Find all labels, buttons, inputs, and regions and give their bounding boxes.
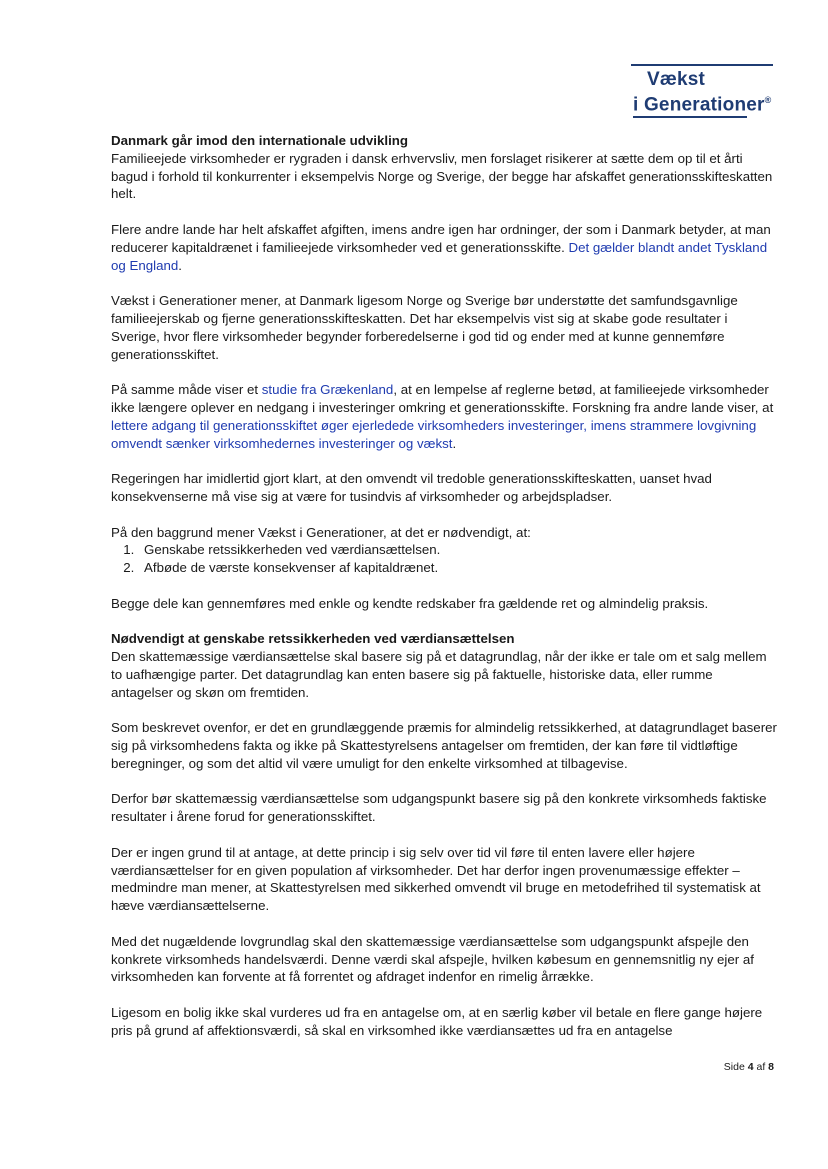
paragraph-13: Ligesom en bolig ikke skal vurderes ud fra en antagelse om, at en særlig køber vil betale en flere gange højere pris på grund af affektionsværdi, så skal en virksomhed ikke værdiansættes ud fra en antagelse [111, 1005, 763, 1038]
paragraph-2-end: . [178, 257, 182, 273]
footer-total-pages: 8 [768, 1061, 774, 1073]
paragraph-7: Begge dele kan gennemføres med enkle og kendte redskaber fra gældende ret og almindelig praksis. [111, 595, 709, 611]
paragraph-1: Familieejede virksomheder er rygraden i dansk erhvervsliv, men forslaget risikerer at sætte dem op til et årti bagud i forhold til konkurrenter i eksempelvis Norge og Sverige, der begge har afskaffet generationsskifteskatten helt. [111, 150, 773, 202]
list-item: 2. Afbøde de værste konsekvenser af kapitaldrænet. [138, 559, 777, 577]
link-studie-graekenland[interactable]: studie fra Grækenland [261, 382, 394, 398]
link-investeringer[interactable]: lettere adgang til generationsskiftet øger ejerledede virksomheders investeringer, imens strammere lovgivning omvendt sænker virksomhedernes investeringer og vækst [111, 417, 757, 451]
footer-of: af [753, 1061, 769, 1073]
paragraph-8: Den skattemæssige værdiansættelse skal basere sig på et datagrundlag, når der ikke er tale om et salg mellem to uafhængige parter. Det datagrundlag kan enten basere sig på faktuelle, historiske data, eller rumme antagelser og skøn om fremtiden. [111, 649, 767, 700]
list-item: 1. Genskabe retssikkerheden ved værdiansættelsen. [138, 541, 777, 559]
link-tyskland-england[interactable]: Det gælder blandt andet Tyskland og England [111, 239, 768, 273]
logo-top-rule [631, 64, 773, 66]
page-footer [684, 1061, 774, 1073]
paragraph-4-text-a: På samme måde viser et [111, 382, 262, 398]
document-body [111, 132, 777, 1057]
paragraph-2 [111, 221, 777, 274]
logo-underline [633, 116, 747, 118]
paragraph-10: Derfor bør skattemæssig værdiansættelse som udgangspunkt basere sig på den konkrete virksomheds faktiske resultater i årene forud for generationsskiftet. [111, 791, 767, 825]
paragraph-4 [111, 381, 777, 452]
paragraph-4-text-b: , at en lempelse af reglerne betød, at familieejede virksomheder ikke længere oplever en nedgang i investeringer omkring et generationsskifte. Forskning fra andre lande viser, at [111, 382, 774, 415]
paragraph-4-end: . [452, 435, 457, 451]
logo [631, 64, 773, 118]
logo-line2-text: i Generationer [633, 94, 765, 116]
paragraph-5: Regeringen har imidlertid gjort klart, at den omvendt vil tredoble generationsskifteskatten, uanset hvad konsekvenserne må vise sig at være for tusindvis af virksomheder og arbejdspladser. [111, 471, 712, 504]
paragraph-3: Vækst i Generationer mener, at Danmark ligesom Norge og Sverige bør understøtte det samfundsgavnlige familieejerskab og fjerne generationsskifteskatten. Det har eksempelvis vist sig at skabe gode resultater i Sverige, hvor flere virksomheder begynder forberedelserne i god tid og ender med at kunne gennemføre generationsskiftet. [111, 293, 738, 362]
paragraph-11: Der er ingen grund til at antage, at dette princip i sig selv over tid vil føre til enten lavere eller højere værdiansættelser for en given population af virksomheder. Det har derfor ingen provenumæssige effekter – medmindre man mener, at Skattestyrelsen med sikkerhed omvendt vil bruge en metodefrihed til systematisk at hæve værdiansættelserne. [111, 844, 761, 914]
section-heading-1: Danmark går imod den internationale udvikling [111, 133, 409, 148]
paragraph-9: Som beskrevet ovenfor, er det en grundlæggende præmis for almindelig retssikkerhed, at datagrundlaget baserer sig på virksomhedens fakta og ikke på Skattestyrelsens antagelser om fremtiden, der kan føre til vidtløftige beregninger, og som det altid vil være umuligt for den enkelte virksomhed at tilbagevise. [111, 720, 777, 771]
logo-registered-mark: ® [764, 95, 772, 105]
footer-prefix: Side [723, 1061, 748, 1073]
footer-page-number: 4 [747, 1061, 754, 1073]
paragraph-6: På den baggrund mener Vækst i Generationer, at det er nødvendigt, at: [111, 524, 531, 540]
section-heading-2: Nødvendigt at genskabe retssikkerheden ved værdiansættelsen [111, 631, 515, 647]
logo-line2 [631, 90, 773, 115]
paragraph-12: Med det nugældende lovgrundlag skal den skattemæssige værdiansættelse som udgangspunkt afspejle den konkrete virksomheds handelsværdi. Denne værdi skal afspejle, hvilken købesum en gennemsnitlig ny ejer af virksomheden kan forvente at få forrentet og afdraget indenfor en rimelig årrække. [111, 933, 754, 985]
numbered-list [111, 541, 777, 577]
logo-line1: Vækst [647, 69, 706, 90]
paragraph-2-text: Flere andre lande har helt afskaffet afgiften, imens andre igen har ordninger, der som i Danmark betyder, at man reducerer kapitaldrænet i familieejede virksomheder ved et generationsskifte. [111, 221, 771, 255]
